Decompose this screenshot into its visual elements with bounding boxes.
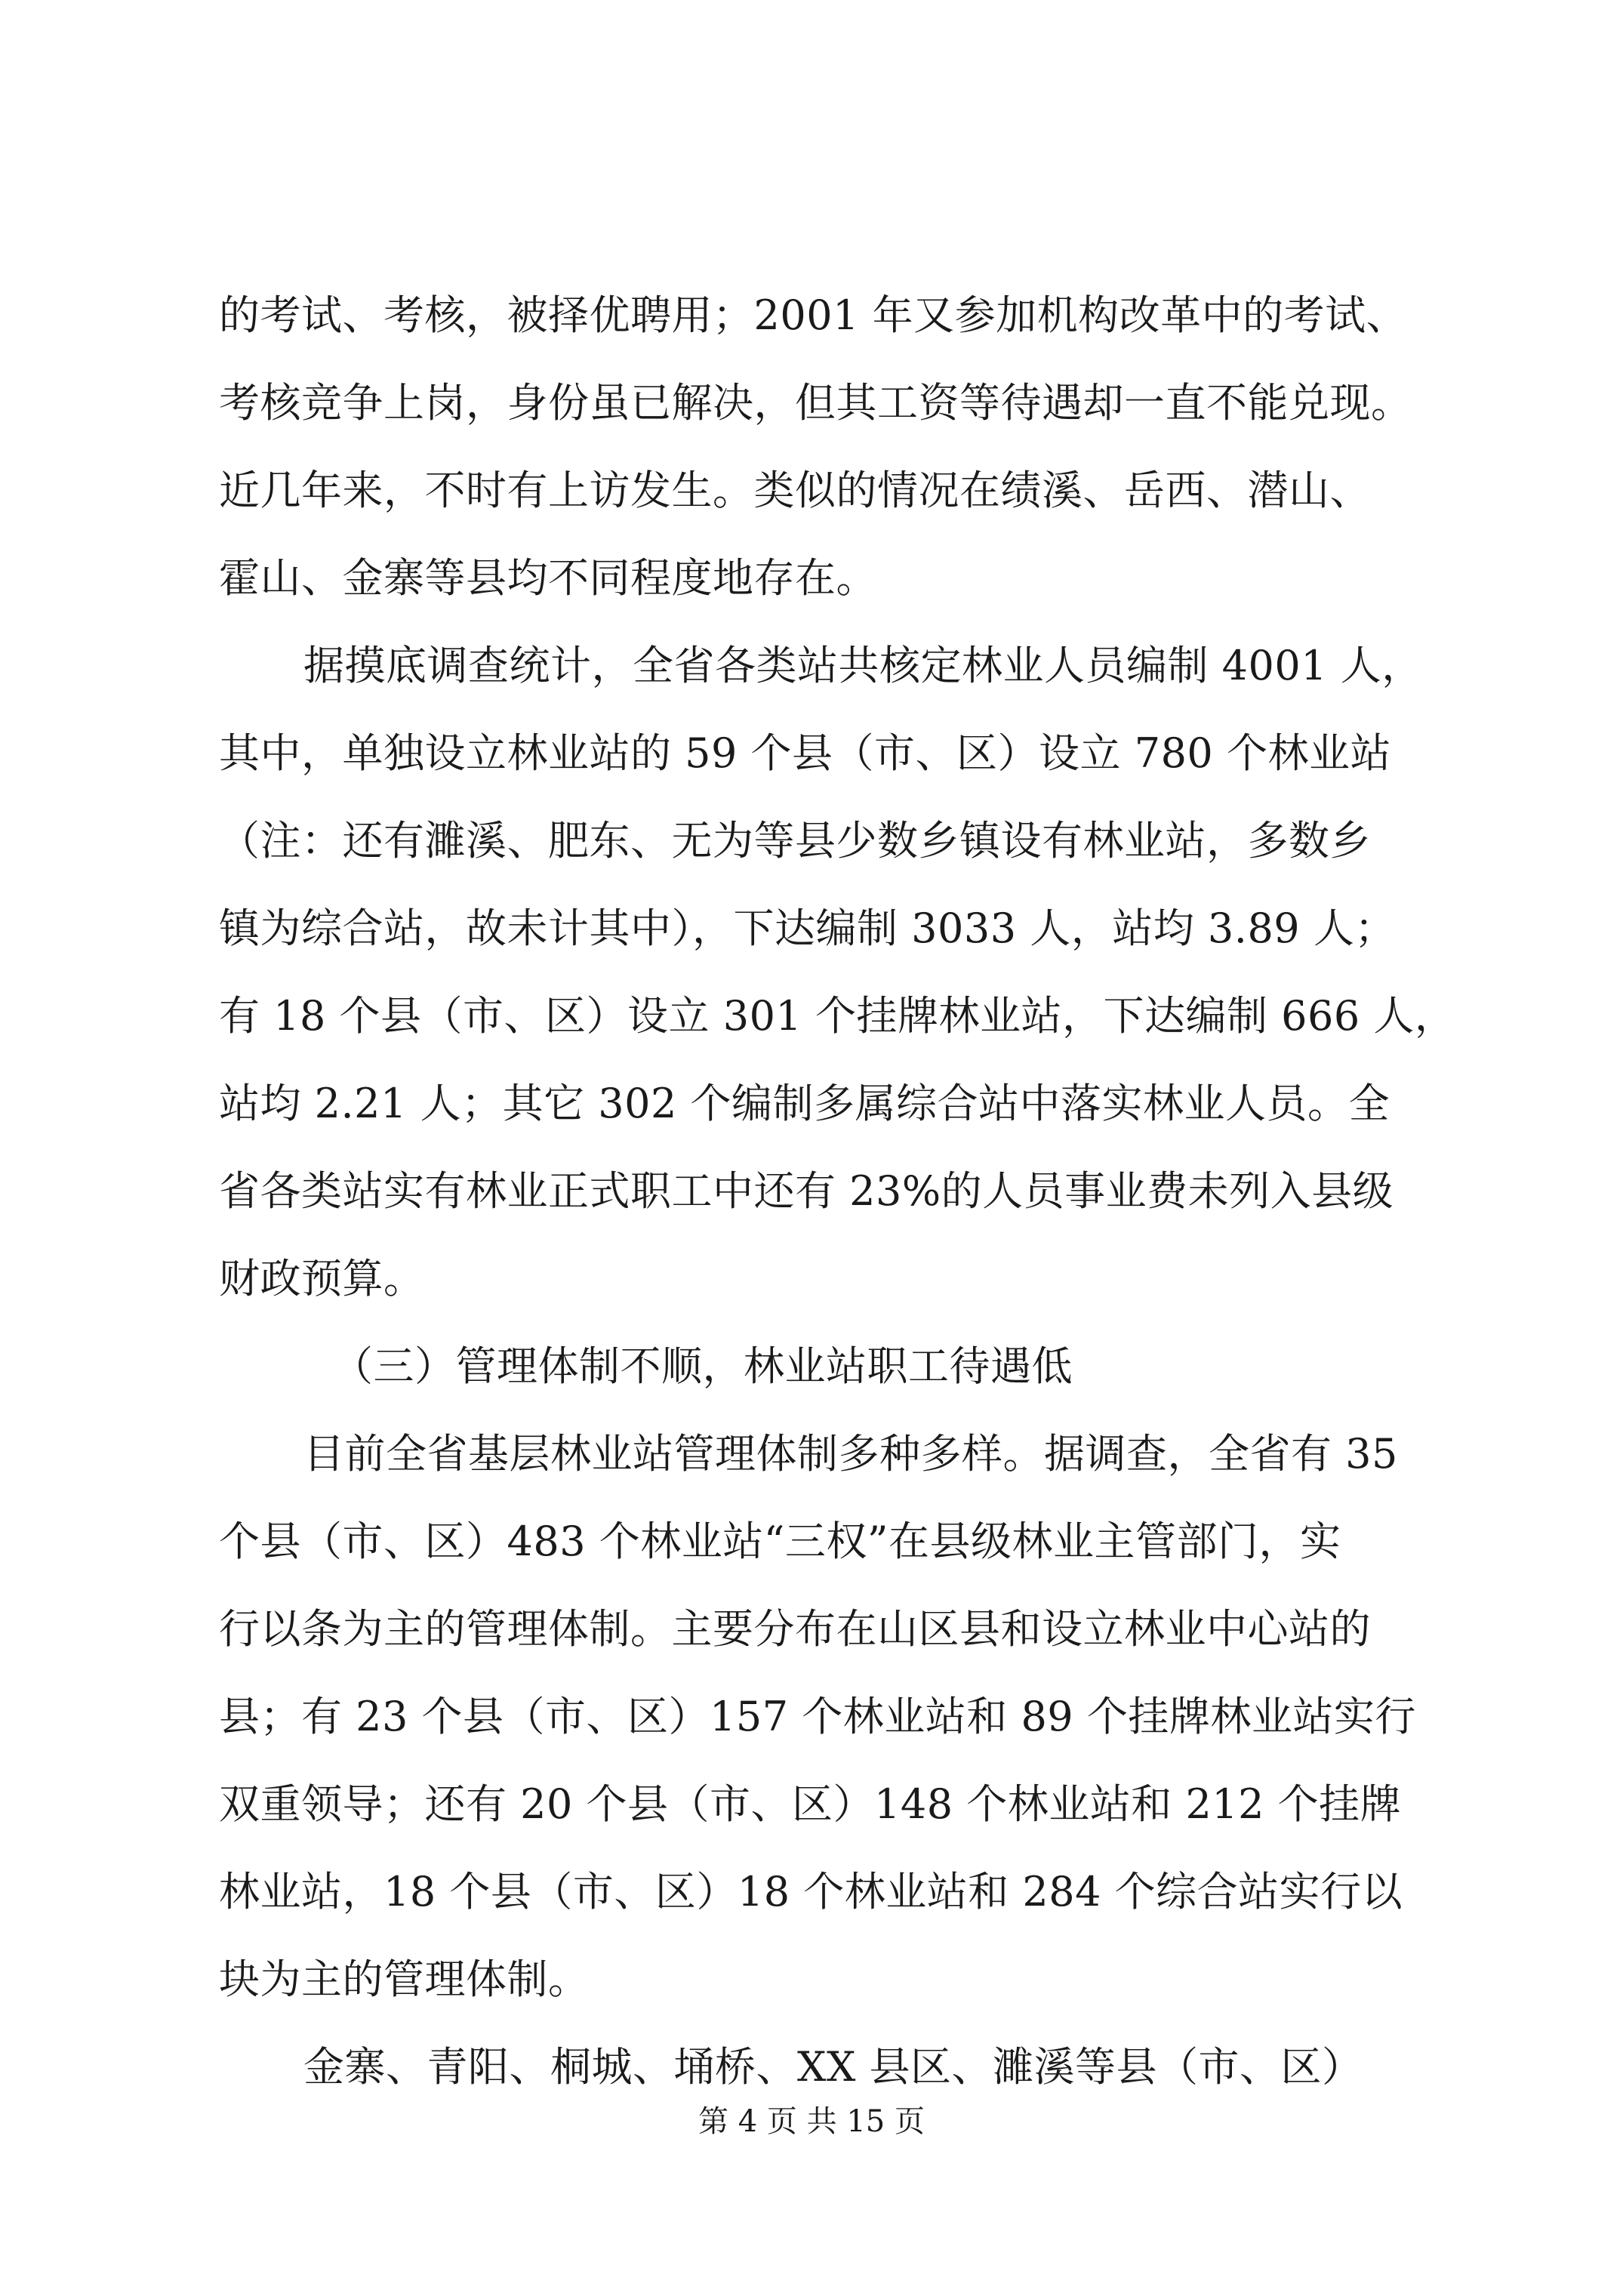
text-line: 站均 2.21 人；其它 302 个编制多属综合站中落实林业人员。全 bbox=[219, 1080, 1390, 1127]
page-number-footer: 第 4 页 共 15 页 bbox=[698, 2104, 925, 2139]
text-line: 近几年来，不时有上访发生。类似的情况在绩溪、岳西、潜山、 bbox=[219, 467, 1371, 514]
text-line: 财政预算。 bbox=[219, 1255, 425, 1302]
text-line: 双重领导；还有 20 个县（市、区）148 个林业站和 212 个挂牌 bbox=[219, 1780, 1402, 1828]
text-line: 霍山、金寨等县均不同程度地存在。 bbox=[219, 554, 877, 602]
section-heading: （三）管理体制不顺，林业站职工待遇低 bbox=[332, 1342, 1073, 1390]
text-line: 其中，单独设立林业站的 59 个县（市、区）设立 780 个林业站 bbox=[219, 729, 1391, 777]
paragraph-start-line: 金寨、青阳、桐城、埇桥、XX 县区、濉溪等县（市、区） bbox=[303, 2043, 1363, 2091]
text-line: 省各类站实有林业正式职工中还有 23%的人员事业费未列入县级 bbox=[219, 1167, 1394, 1215]
text-line: 有 18 个县（市、区）设立 301 个挂牌林业站，下达编制 666 人， bbox=[219, 992, 1456, 1040]
body-text bbox=[219, 272, 1456, 2111]
text-line: 镇为综合站，故未计其中），下达编制 3033 人，站均 3.89 人； bbox=[219, 905, 1396, 952]
text-line: 的考试、考核，被择优聘用；2001 年又参加机构改革中的考试、 bbox=[219, 291, 1408, 339]
text-line: 块为主的管理体制。 bbox=[219, 1955, 590, 2003]
paragraph-start-line: 目前全省基层林业站管理体制多种多样。据调查，全省有 35 bbox=[303, 1430, 1398, 1478]
text-line: 个县（市、区）483 个林业站“三权”在县级林业主管部门，实 bbox=[219, 1518, 1341, 1565]
text-line: 考核竞争上岗，身份虽已解决，但其工资等待遇却一直不能兑现。 bbox=[219, 379, 1412, 427]
text-line: 县；有 23 个县（市、区）157 个林业站和 89 个挂牌林业站实行 bbox=[219, 1693, 1416, 1740]
text-line: （注：还有濉溪、肥东、无为等县少数乡镇设有林业站，多数乡 bbox=[219, 817, 1371, 864]
text-line: 行以条为主的管理体制。主要分布在山区县和设立林业中心站的 bbox=[219, 1605, 1371, 1653]
paragraph-start-line: 据摸底调查统计，全省各类站共核定林业人员编制 4001 人， bbox=[303, 642, 1423, 689]
text-line: 林业站，18 个县（市、区）18 个林业站和 284 个综合站实行以 bbox=[219, 1868, 1403, 1915]
